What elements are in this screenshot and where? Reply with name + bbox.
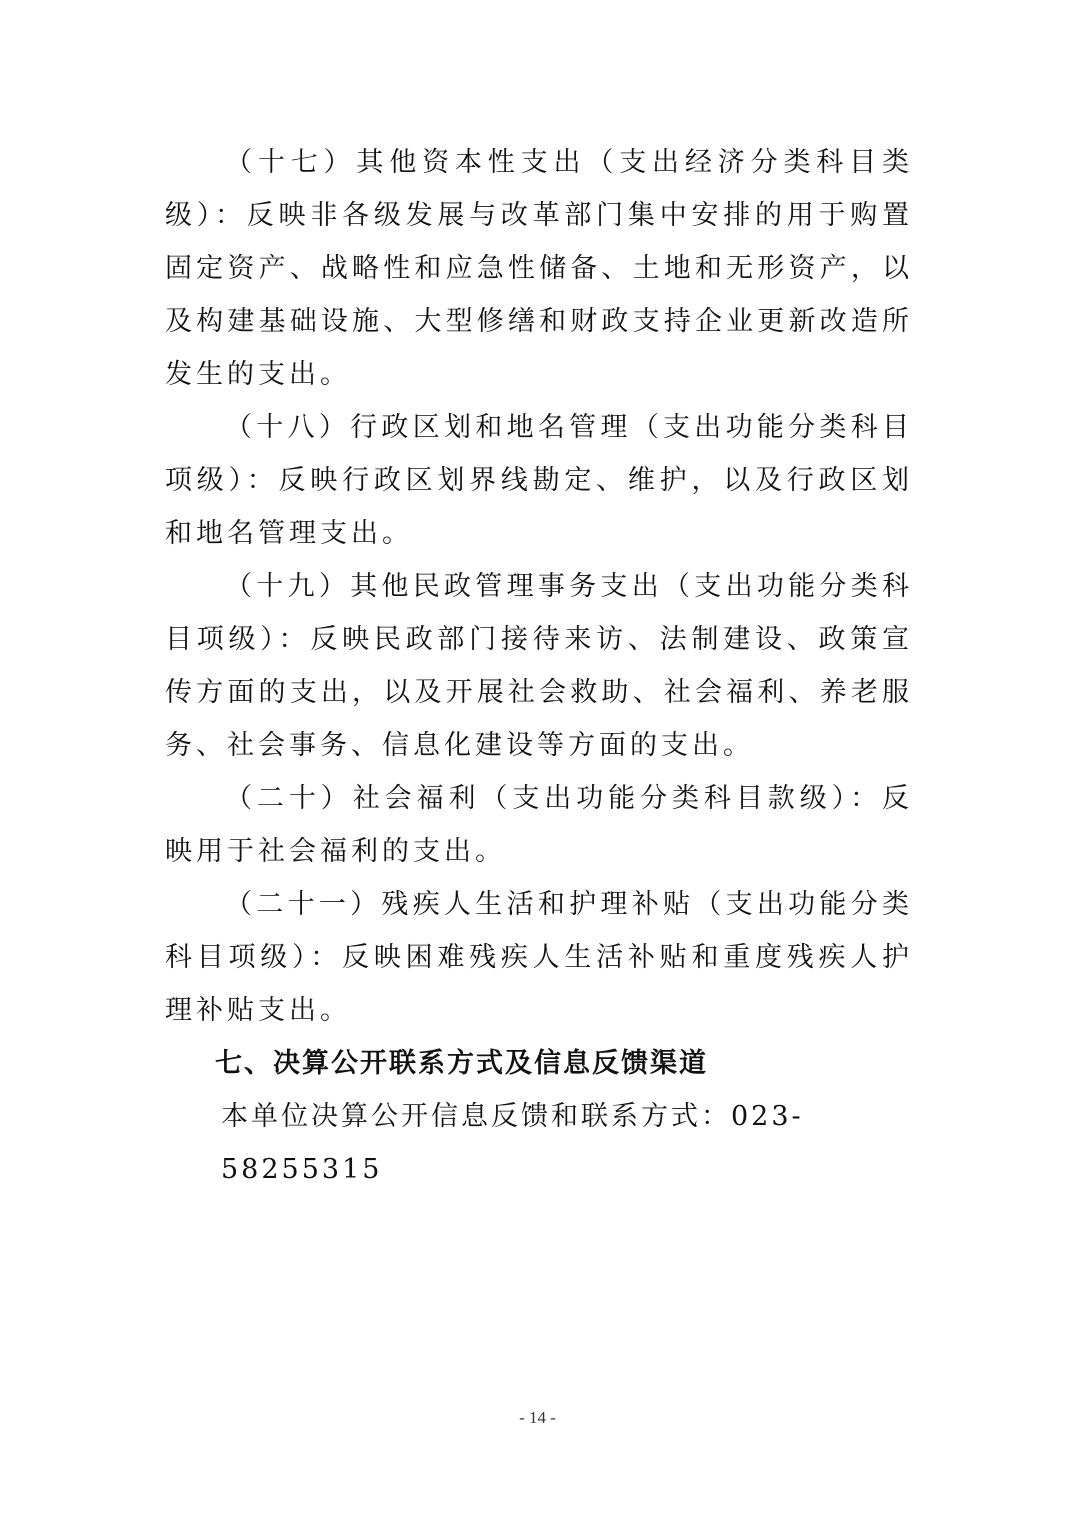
definition-19: 反映民政部门接待来访、法制建设、政策宣传方面的支出，以及开展社会救助、社会福利、养老服务、社会事务、信息化建设等方面的支出。 xyxy=(165,624,914,761)
page-content xyxy=(165,136,913,1196)
definition-paragraph-18 xyxy=(165,401,913,560)
definition-paragraph-20 xyxy=(165,772,913,878)
term-19: （十九）其他民政管理事务支出（支出功能分类科目项级）： xyxy=(165,571,913,655)
definition-20: 反映用于社会福利的支出。 xyxy=(165,783,913,867)
definition-17: 反映非各级发展与改革部门集中安排的用于购置固定资产、战略性和应急性储备、土地和无形资产，以及构建基础设施、大型修缮和财政支持企业更新改造所发生的支出。 xyxy=(165,200,914,390)
definition-21: 反映困难残疾人生活补贴和重度残疾人护理补贴支出。 xyxy=(165,942,914,1026)
term-18: （十八）行政区划和地名管理（支出功能分类科目项级）： xyxy=(165,412,913,496)
definition-paragraph-17 xyxy=(165,136,913,401)
definition-paragraph-21 xyxy=(165,878,913,1037)
definition-paragraph-19 xyxy=(165,560,913,772)
term-21: （二十一）残疾人生活和护理补贴（支出功能分类科目项级）： xyxy=(165,889,913,973)
section-heading: 七、决算公开联系方式及信息反馈渠道 xyxy=(215,1048,708,1079)
page-number: - 14 - xyxy=(519,1408,556,1427)
term-17: （十七）其他资本性支出（支出经济分类科目类级）： xyxy=(165,147,913,231)
contact-info: 本单位决算公开信息反馈和联系方式：023-58255315 xyxy=(221,1101,804,1185)
definition-18: 反映行政区划界线勘定、维护，以及行政区划和地名管理支出。 xyxy=(165,465,914,549)
term-20: （二十）社会福利（支出功能分类科目款级）： xyxy=(225,783,882,814)
